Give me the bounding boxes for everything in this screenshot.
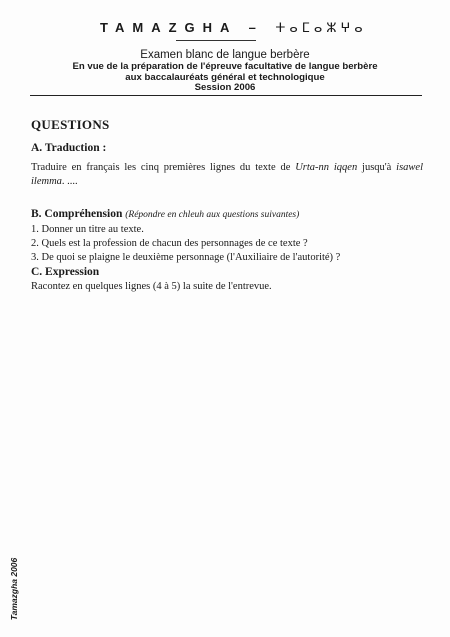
sidebar-text: Tamazgha 2006 <box>9 557 19 621</box>
list-item: 2. Quels est la profession de chacun des personnages de ce texte ? <box>31 238 308 249</box>
section-a-italic-2: isawel ilemma <box>31 162 424 187</box>
list-item: 3. De quoi se plaigne le deuxième personnage (l'Auxiliaire de l'autorité) ? <box>31 252 341 263</box>
section-a-text-2: jusqu'à <box>357 162 397 173</box>
sidebar-watermark <box>8 554 20 624</box>
section-expression <box>31 265 423 294</box>
list-item: 1. Donner un titre au texte. <box>31 224 144 235</box>
section-traduction <box>31 141 423 189</box>
brand-underline <box>176 40 256 41</box>
section-b-title-text: B. Compréhension <box>31 208 123 220</box>
brand-latin: TAMAZGHA <box>100 20 237 35</box>
section-comprehension <box>31 207 423 265</box>
section-c-text: Racontez en quelques lignes (4 à 5) la suite de l'entrevue. <box>31 281 272 292</box>
header-divider <box>30 95 422 96</box>
section-b-title <box>31 207 423 222</box>
exam-title: Examen blanc de langue berbère <box>140 49 310 61</box>
section-a-text-1: Traduire en français les cinq premières lignes du texte de <box>31 162 296 173</box>
section-a-text-3: . .... <box>61 176 78 187</box>
section-b-note: (Répondre en chleuh aux questions suivantes) <box>125 210 300 220</box>
section-a-text <box>31 161 423 189</box>
section-a-title: A. Traduction : <box>31 142 107 154</box>
exam-subtitle-2: aux baccalauréats général et technologique <box>125 71 325 83</box>
brand-dash: – <box>248 20 264 35</box>
brand-tifinagh: ⵜⴰⵎⴰⵣⵖⴰ <box>275 20 367 35</box>
exam-session: Session 2006 <box>194 82 256 93</box>
section-a-italic-1: Urta-nn iqqen <box>295 162 358 173</box>
section-c-title: C. Expression <box>31 266 100 278</box>
questions-heading: QUESTIONS <box>31 117 110 132</box>
exam-header <box>30 49 420 94</box>
exam-subtitle: En vue de la préparation de l'épreuve facultative de langue berbère <box>72 61 378 72</box>
brand-banner <box>100 20 367 36</box>
